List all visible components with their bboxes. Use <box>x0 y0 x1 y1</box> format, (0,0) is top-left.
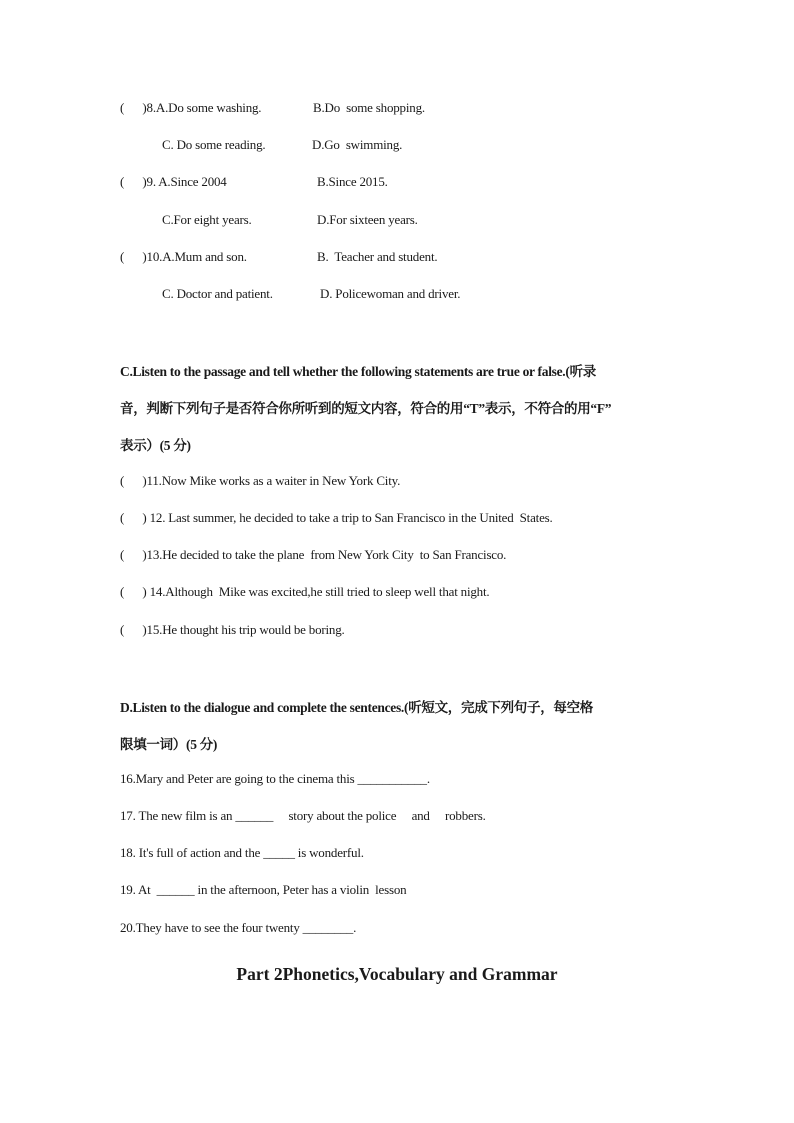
question-13: ( )13.He decided to take the plane from New York City to San Francisco. <box>120 547 507 562</box>
question-14: ( ) 14.Although Mike was excited,he still tried to sleep well that night. <box>120 584 490 599</box>
section-d-heading-line-1: D.Listen to the dialogue and complete the sentences.(听短文，完成下列句子，每空格 <box>120 700 593 715</box>
q10-option-d: D. Policewoman and driver. <box>320 286 461 301</box>
question-17: 17. The new film is an ______ story about the police and robbers. <box>120 808 486 823</box>
section-c-heading-line-1: C.Listen to the passage and tell whether the following statements are true or false.(听录 <box>120 364 596 379</box>
question-20: 20.They have to see the four twenty ________. <box>120 920 357 935</box>
q8-option-c: C. Do some reading. <box>162 137 266 152</box>
q10-option-b: B. Teacher and student. <box>317 249 438 264</box>
question-11: ( )11.Now Mike works as a waiter in New York City. <box>120 473 401 488</box>
section-c-heading-line-2: 音，判断下列句子是否符合你所听到的短文内容，符合的用“T”表示，不符合的用“F” <box>120 401 612 416</box>
q9-option-c: C.For eight years. <box>162 212 252 227</box>
q10-stem: ( )10.A.Mum and son. <box>120 249 247 264</box>
part-2-title: Part 2Phonetics,Vocabulary and Grammar <box>236 964 558 984</box>
question-16: 16.Mary and Peter are going to the cinema this ___________. <box>120 771 430 786</box>
q9-option-b: B.Since 2015. <box>317 174 388 189</box>
section-c-heading-line-3: 表示）(5 分) <box>120 438 191 453</box>
q8-option-b: B.Do some shopping. <box>313 100 425 115</box>
question-19: 19. At ______ in the afternoon, Peter has a violin lesson <box>120 882 407 897</box>
q8-option-d: D.Go swimming. <box>312 137 403 152</box>
q9-stem: ( )9. A.Since 2004 <box>120 174 227 189</box>
question-12: ( ) 12. Last summer, he decided to take a trip to San Francisco in the United States. <box>120 510 553 525</box>
q8-stem: ( )8.A.Do some washing. <box>120 100 262 115</box>
q10-option-c: C. Doctor and patient. <box>162 286 273 301</box>
question-15: ( )15.He thought his trip would be boring. <box>120 622 345 637</box>
q9-option-d: D.For sixteen years. <box>317 212 418 227</box>
question-18: 18. It's full of action and the _____ is wonderful. <box>120 845 364 860</box>
section-d-heading-line-2: 限填一词）(5 分) <box>120 737 218 752</box>
